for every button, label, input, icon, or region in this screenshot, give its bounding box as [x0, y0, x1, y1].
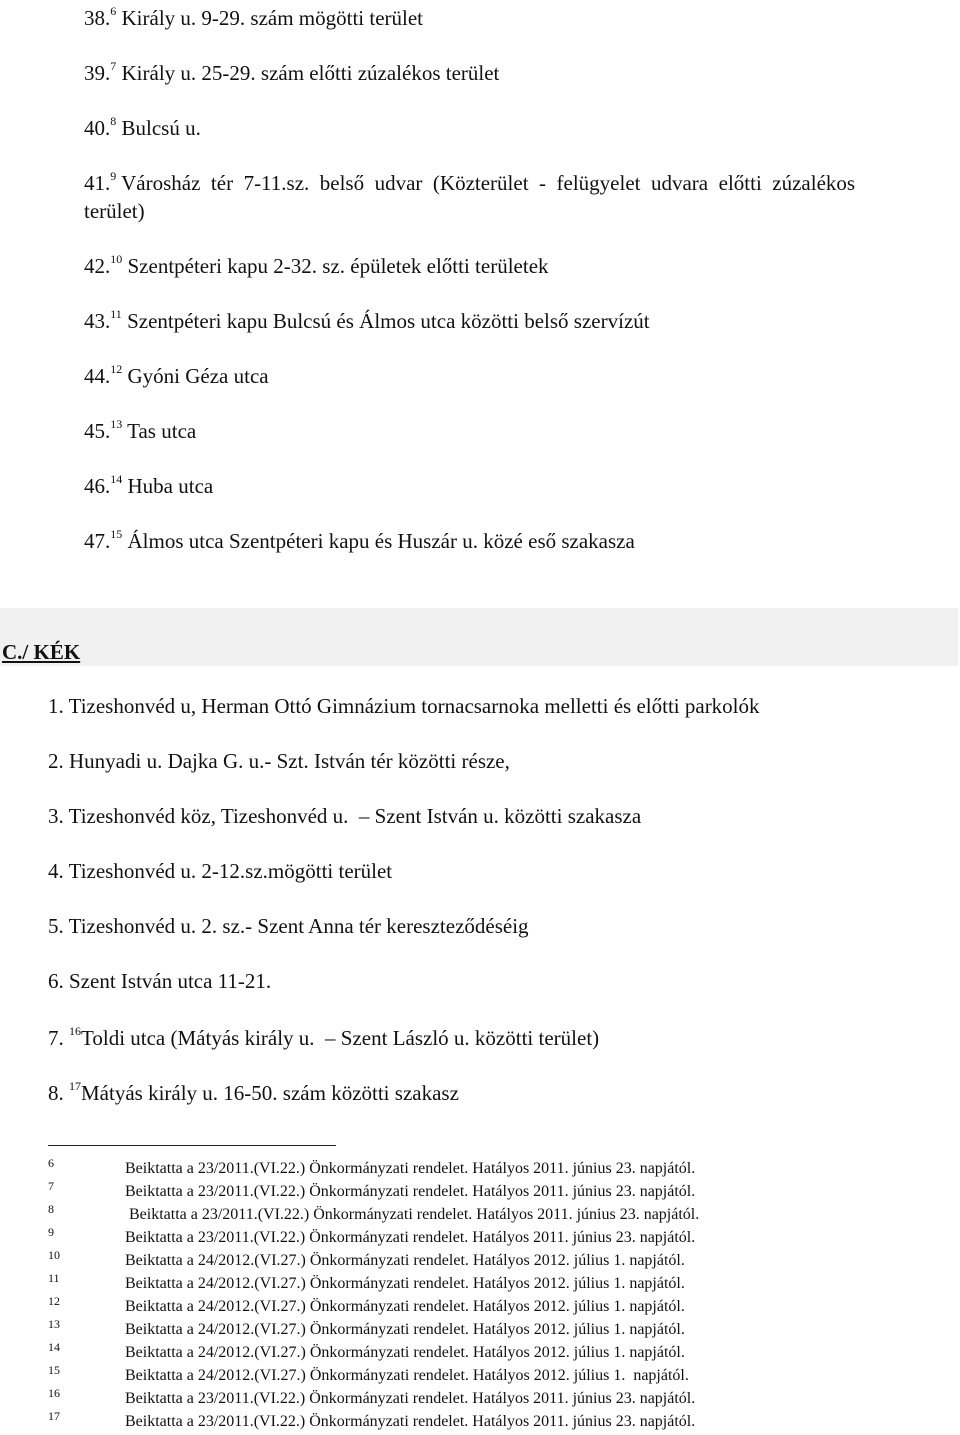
list-item: 6. Szent István utca 11-21.: [48, 969, 272, 993]
list-item: 3. Tizeshonvéd köz, Tizeshonvéd u. – Szent István u. közötti szakasza: [48, 804, 642, 828]
footnote-number: 9: [48, 1225, 54, 1239]
item-text: Szentpéteri kapu Bulcsú és Álmos utca közötti belső szervízút: [127, 309, 650, 333]
footnote-ref: 13: [110, 417, 123, 431]
footnote-number: 14: [48, 1340, 60, 1354]
footnote-text: Beiktatta a 24/2012.(VI.27.) Önkormányzati rendelet. Hatályos 2012. július 1. napjától.: [125, 1252, 685, 1269]
footnote-number: 8: [48, 1202, 54, 1216]
item-number: 40.: [84, 116, 111, 140]
item-number: 46.: [84, 474, 111, 498]
item-text: Mátyás király u. 16-50. szám közötti szakasz: [81, 1081, 459, 1105]
item-text: Gyóni Géza utca: [127, 364, 269, 388]
list-item: [84, 473, 213, 499]
item-number: 43.: [84, 309, 111, 333]
item-text: Szentpéteri kapu 2-32. sz. épületek előtti területek: [127, 254, 549, 278]
item-text: Bulcsú u.: [121, 116, 201, 140]
item-text: Király u. 25-29. szám előtti zúzalékos terület: [121, 61, 500, 85]
footnote-ref: 6: [110, 4, 117, 18]
list-item: [84, 170, 855, 196]
footnote-text: Beiktatta a 24/2012.(VI.27.) Önkormányzati rendelet. Hatályos 2012. július 1. napjától.: [125, 1275, 685, 1292]
item-text: Tas utca: [127, 419, 197, 443]
footnote-number: 13: [48, 1317, 60, 1331]
list-item: [84, 253, 549, 279]
footnote-number: 17: [48, 1409, 60, 1423]
footnote-ref: 10: [110, 252, 123, 266]
footnote-text: Beiktatta a 23/2011.(VI.22.) Önkormányzati rendelet. Hatályos 2011. június 23. napjától.: [125, 1206, 700, 1223]
footnote-number: 11: [48, 1271, 60, 1285]
item-number: 8.: [48, 1081, 64, 1105]
item-number: 38.: [84, 6, 111, 30]
footnote-text: Beiktatta a 23/2011.(VI.22.) Önkormányzati rendelet. Hatályos 2011. június 23. napjától.: [125, 1390, 696, 1407]
list-item: [84, 308, 650, 334]
item-text: Toldi utca (Mátyás király u. – Szent László u. közötti terület): [81, 1026, 600, 1050]
footnote-ref: 14: [110, 472, 123, 486]
item-text: Álmos utca Szentpéteri kapu és Huszár u. közé eső szakasza: [127, 529, 635, 553]
footnote-ref: 15: [110, 527, 123, 541]
footnote-separator: [48, 1145, 336, 1146]
footnote-text: Beiktatta a 23/2011.(VI.22.) Önkormányzati rendelet. Hatályos 2011. június 23. napjától.: [125, 1413, 696, 1430]
footnote-ref: 8: [110, 114, 117, 128]
footnote-number: 15: [48, 1363, 60, 1377]
item-number: 39.: [84, 61, 111, 85]
footnote-ref: 12: [110, 362, 123, 376]
footnote-ref: 9: [110, 169, 117, 183]
section-heading: C./ KÉK: [2, 640, 81, 664]
footnote-text: Beiktatta a 24/2012.(VI.27.) Önkormányzati rendelet. Hatályos 2012. július 1. napjától.: [125, 1367, 689, 1384]
list-item: 4. Tizeshonvéd u. 2-12.sz.mögötti terület: [48, 859, 393, 883]
footnote-number: 10: [48, 1248, 60, 1262]
footnote-text: Beiktatta a 23/2011.(VI.22.) Önkormányzati rendelet. Hatályos 2011. június 23. napjától.: [125, 1183, 696, 1200]
list-item: [84, 418, 196, 444]
list-item-continuation: terület): [84, 199, 145, 223]
item-number: 7.: [48, 1026, 64, 1050]
list-item: [84, 363, 269, 389]
item-number: 41.: [84, 171, 111, 195]
footnote-text: Beiktatta a 24/2012.(VI.27.) Önkormányzati rendelet. Hatályos 2012. július 1. napjától.: [125, 1344, 685, 1361]
list-item: [48, 1080, 459, 1106]
footnote-ref: 7: [110, 59, 117, 73]
footnote-number: 12: [48, 1294, 60, 1308]
footnote-text: Beiktatta a 24/2012.(VI.27.) Önkormányzati rendelet. Hatályos 2012. július 1. napjától.: [125, 1298, 685, 1315]
item-number: 42.: [84, 254, 111, 278]
item-number: 47.: [84, 529, 111, 553]
footnote-number: 7: [48, 1179, 54, 1193]
item-text: Városház tér 7-11.sz. belső udvar (Közterület - felügyelet udvara előtti zúzalékos: [121, 171, 856, 195]
footnote-text: Beiktatta a 23/2011.(VI.22.) Önkormányzati rendelet. Hatályos 2011. június 23. napjától.: [125, 1160, 696, 1177]
item-number: 45.: [84, 419, 111, 443]
list-item: 5. Tizeshonvéd u. 2. sz.- Szent Anna tér kereszteződéséig: [48, 914, 529, 938]
footnote-text: Beiktatta a 23/2011.(VI.22.) Önkormányzati rendelet. Hatályos 2011. június 23. napjától.: [125, 1229, 696, 1246]
footnote-ref: 16: [69, 1024, 81, 1038]
list-item: 2. Hunyadi u. Dajka G. u.- Szt. István tér közötti része,: [48, 749, 510, 773]
list-item: 1. Tizeshonvéd u, Herman Ottó Gimnázium tornacsarnoka melletti és előtti parkolók: [48, 694, 760, 718]
footnote-text: Beiktatta a 24/2012.(VI.27.) Önkormányzati rendelet. Hatályos 2012. július 1. napjától.: [125, 1321, 685, 1338]
item-text: Huba utca: [127, 474, 214, 498]
item-number: 44.: [84, 364, 111, 388]
footnote-ref: 11: [110, 307, 122, 321]
list-item: [84, 528, 635, 554]
list-item: [48, 1025, 599, 1051]
item-text: Király u. 9-29. szám mögötti terület: [121, 6, 424, 30]
footnote-number: 16: [48, 1386, 60, 1400]
section-band: [0, 608, 958, 666]
footnote-ref: 17: [69, 1079, 81, 1093]
list-item: [84, 5, 423, 31]
list-item: [84, 60, 499, 86]
footnote-number: 6: [48, 1156, 54, 1170]
list-item: [84, 115, 201, 141]
